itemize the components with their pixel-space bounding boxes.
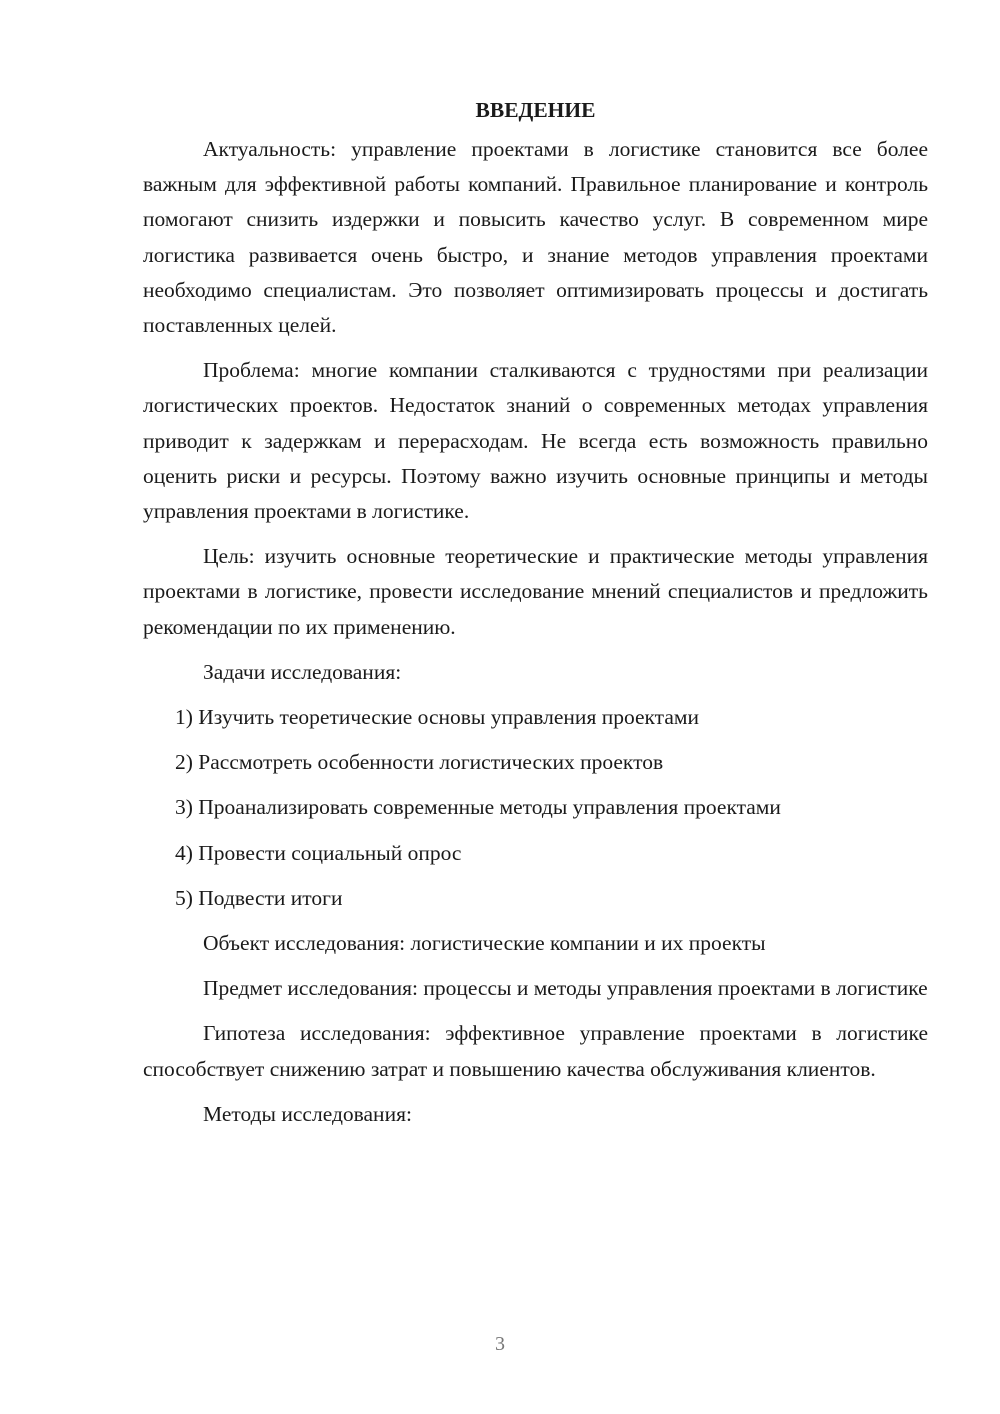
goal-paragraph: Цель: изучить основные теоретические и практические методы управления проектами в логистике, провести исследование мнений специалистов и предложить рекомендации по их применению. bbox=[143, 544, 928, 639]
object-paragraph: Объект исследования: логистические компании и их проекты bbox=[203, 931, 766, 956]
list-item: 3) Проанализировать современные методы управления проектами bbox=[175, 795, 781, 820]
section-title: ВВЕДЕНИЕ bbox=[475, 98, 596, 122]
list-item: 2) Рассмотреть особенности логистических проектов bbox=[175, 750, 664, 775]
list-item: 4) Провести социальный опрос bbox=[175, 840, 462, 865]
tasks-list bbox=[143, 700, 928, 916]
page-number: 3 bbox=[495, 1333, 505, 1355]
list-item: 1) Изучить теоретические основы управления проектами bbox=[175, 705, 699, 730]
document-page bbox=[143, 92, 928, 1132]
list-item: 5) Подвести итоги bbox=[175, 885, 343, 910]
methods-heading: Методы исследования: bbox=[203, 1101, 412, 1126]
problem-paragraph: Проблема: многие компании сталкиваются с трудностями при реализации логистических проектов. Недостаток знаний о современных методах управления приводит к задержкам и перерасходам. Не всегда есть возможность правильно оценить риски и ресурсы. Поэтому важно изучить основные принципы и методы управления проектами в логистике. bbox=[143, 358, 928, 524]
relevance-paragraph: Актуальность: управление проектами в логистике становится все более важным для эффективной работы компаний. Правильное планирование и контроль помогают снизить издержки и повысить качество услуг. В современном мире логистика развивается очень быстро, и знание методов управления проектами необходимо специалистам. Это позволяет оптимизировать процессы и достигать поставленных целей. bbox=[143, 137, 928, 338]
tasks-heading: Задачи исследования: bbox=[203, 659, 402, 684]
subject-paragraph: Предмет исследования: процессы и методы управления проектами в логистике bbox=[203, 976, 928, 1001]
hypothesis-paragraph: Гипотеза исследования: эффективное управление проектами в логистике способствует снижению затрат и повышению качества обслуживания клиентов. bbox=[143, 1021, 928, 1081]
